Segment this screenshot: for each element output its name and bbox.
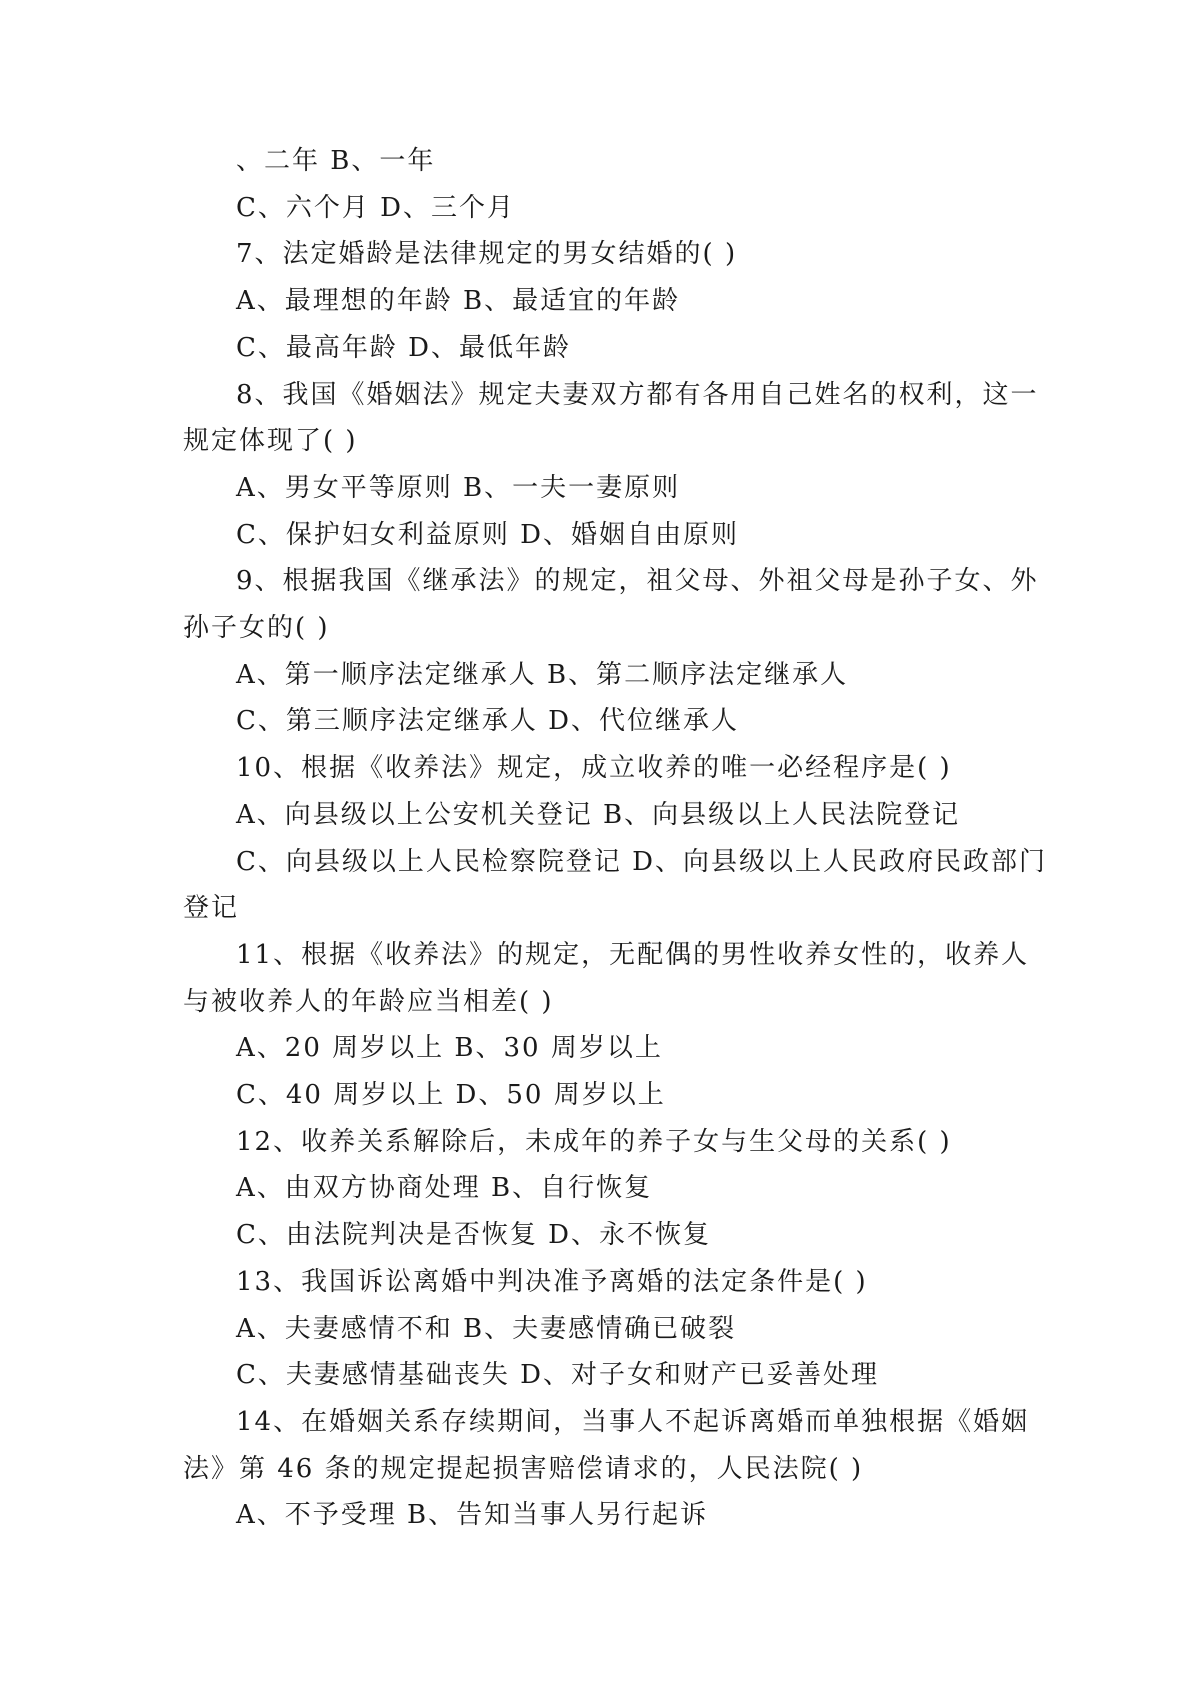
text-line: 孙子女的( ) [183, 613, 330, 644]
text-line: C、最高年龄 D、最低年龄 [236, 332, 572, 363]
text-line: 8、我国《婚姻法》规定夫妻双方都有各用自己姓名的权利，这一 [236, 379, 1039, 410]
text-line: C、保护妇女利益原则 D、婚姻自由原则 [236, 519, 740, 550]
text-line: C、夫妻感情基础丧失 D、对子女和财产已妥善处理 [236, 1360, 880, 1391]
text-line: 10、根据《收养法》规定，成立收养的唯一必经程序是( ) [236, 753, 952, 784]
document-body [183, 138, 1048, 1539]
text-line: 7、法定婚龄是法律规定的男女结婚的( ) [236, 239, 738, 270]
text-line: 14、在婚姻关系存续期间，当事人不起诉离婚而单独根据《婚姻 [236, 1406, 1030, 1437]
text-line: C、40 周岁以上 D、50 周岁以上 [236, 1080, 666, 1111]
text-line: C、第三顺序法定继承人 D、代位继承人 [236, 706, 740, 737]
text-line: 12、收养关系解除后，未成年的养子女与生父母的关系( ) [236, 1126, 952, 1157]
text-line: A、男女平等原则 B、一夫一妻原则 [236, 472, 681, 503]
text-line: A、20 周岁以上 B、30 周岁以上 [236, 1033, 663, 1064]
text-line: 规定体现了( ) [183, 426, 358, 457]
text-line: A、第一顺序法定继承人 B、第二顺序法定继承人 [236, 659, 849, 690]
text-line: 11、根据《收养法》的规定，无配偶的男性收养女性的，收养人 [236, 939, 1030, 970]
text-line: A、向县级以上公安机关登记 B、向县级以上人民法院登记 [236, 799, 961, 830]
text-line: 9、根据我国《继承法》的规定，祖父母、外祖父母是孙子女、外 [236, 566, 1039, 597]
text-line: C、由法院判决是否恢复 D、永不恢复 [236, 1220, 712, 1251]
text-line: A、夫妻感情不和 B、夫妻感情确已破裂 [236, 1313, 737, 1344]
text-line: 13、我国诉讼离婚中判决准予离婚的法定条件是( ) [236, 1266, 868, 1297]
text-line: 、二年 B、一年 [236, 146, 436, 176]
text-line: 法》第 46 条的规定提起损害赔偿请求的，人民法院( ) [183, 1453, 864, 1484]
text-line: 与被收养人的年龄应当相差( ) [183, 986, 554, 1017]
text-line: A、最理想的年龄 B、最适宜的年龄 [236, 286, 681, 317]
text-line: 登记 [183, 893, 240, 924]
text-line: C、六个月 D、三个月 [236, 192, 516, 223]
text-line: A、由双方协商处理 B、自行恢复 [236, 1173, 653, 1204]
text-line: C、向县级以上人民检察院登记 D、向县级以上人民政府民政部门 [236, 846, 1048, 877]
text-line: A、不予受理 B、告知当事人另行起诉 [236, 1500, 709, 1531]
